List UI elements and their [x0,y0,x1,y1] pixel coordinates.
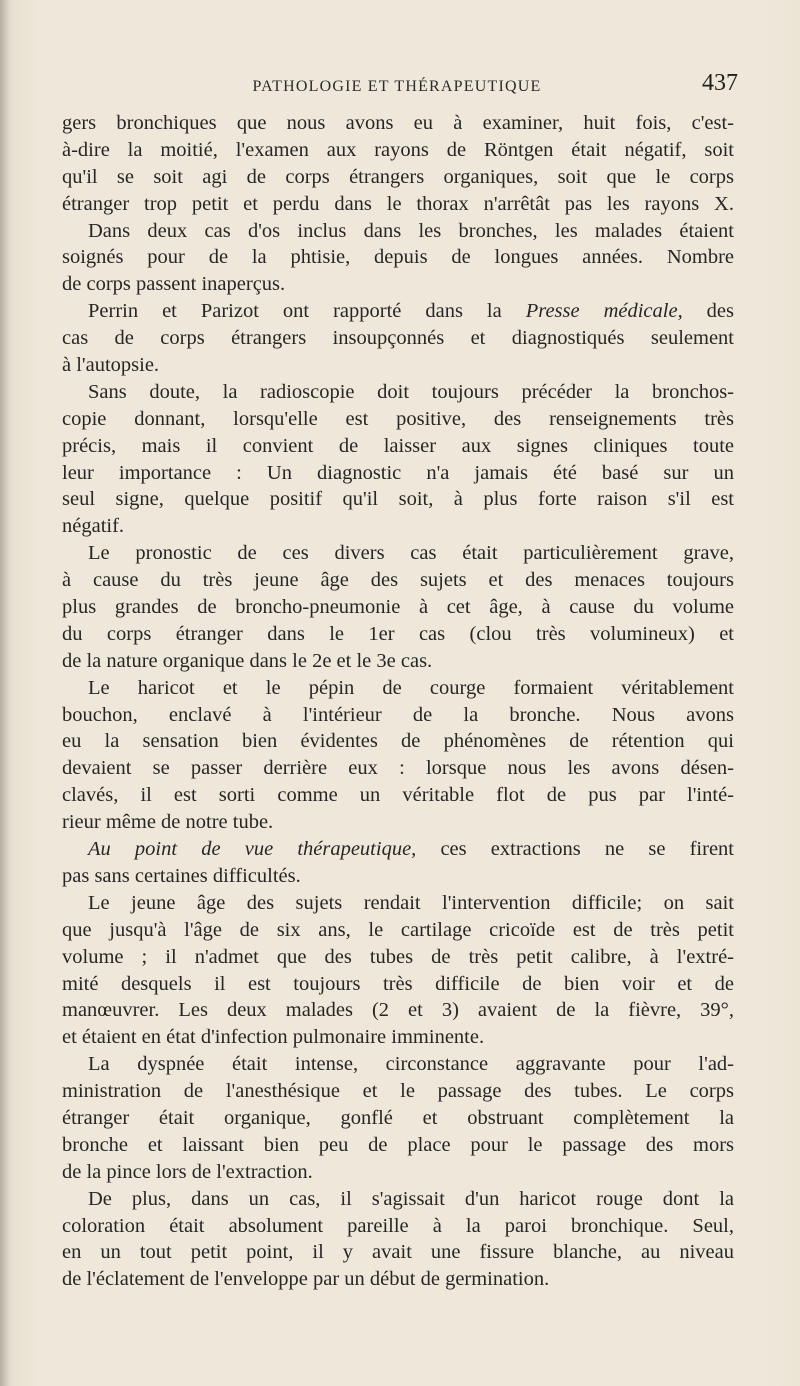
text-line: de corps passent inaperçus. [62,273,286,296]
text-line: en un tout petit point, il y avait une fissure blanche, au niveau [62,1241,734,1264]
text-segment: ces extractions ne se firent [416,838,734,861]
text-line: négatif. [62,515,125,538]
text-line: à cause du très jeune âge des sujets et des menaces toujours [62,569,734,592]
text-line: clavés, il est sorti comme un véritable flot de pus par l'inté- [62,784,734,807]
text-line: ministration de l'anesthésique et le passage des tubes. Le corps [62,1080,734,1103]
text-line: pas sans certaines difficultés. [62,864,301,887]
text-line: seul signe, quelque positif qu'il soit, à plus forte raison s'il est [62,488,734,511]
running-head [56,68,738,104]
text-line: La dyspnée était intense, circonstance aggravante pour l'ad- [88,1053,734,1076]
text-line: du corps étranger dans le 1er cas (clou très volumineux) et [62,622,734,645]
text-line: à l'autopsie. [62,354,160,377]
text-line: et étaient en état d'infection pulmonaire imminente. [62,1026,485,1049]
text-line-with-italic [62,298,734,325]
page-gutter-shadow [0,0,10,1386]
text-line: de la nature organique dans le 2e et le 3e cas. [62,649,433,672]
text-line: qu'il se soit agi de corps étrangers organiques, soit que le corps [62,165,734,188]
italic-heading: Au point de vue thérapeutique, [88,838,417,861]
text-line: que jusqu'à l'âge de six ans, le cartilage cricoïde est de très petit [62,918,734,941]
text-line: manœuvrer. Les deux malades (2 et 3) avaient de la fièvre, 39°, [62,999,734,1022]
text-line: étranger était organique, gonflé et obstruant complètement la [62,1106,734,1129]
text-line: à-dire la moitié, l'examen aux rayons de Röntgen était négatif, soit [62,138,734,161]
text-line: Sans doute, la radioscopie doit toujours précéder la bronchos- [88,380,734,403]
text-segment: des [682,300,735,323]
text-line: Le haricot et le pépin de courge formaient véritablement [88,676,734,699]
text-line: Le jeune âge des sujets rendait l'intervention difficile; on sait [88,891,734,914]
text-line: rieur même de notre tube. [62,811,274,834]
text-line: bronche et laissant bien peu de place pour le passage des mors [62,1133,734,1156]
running-title: PATHOLOGIE ET THÉRAPEUTIQUE [252,78,542,95]
italic-title: Presse médicale, [525,300,683,323]
text-line: cas de corps étrangers insoupçonnés et diagnostiqués seulement [62,327,734,350]
text-line: Le pronostic de ces divers cas était particulièrement grave, [88,542,734,565]
text-line: Dans deux cas d'os inclus dans les bronches, les malades étaient [88,219,734,242]
text-line: bouchon, enclavé à l'intérieur de la bronche. Nous avons [62,703,734,726]
text-line: gers bronchiques que nous avons eu à examiner, huit fois, c'est- [62,112,734,134]
text-line: étranger trop petit et perdu dans le thorax n'arrêtât pas les rayons X. [62,192,734,215]
text-line-with-italic [62,836,734,863]
text-line: volume ; il n'admet que des tubes de très petit calibre, à l'extré- [62,945,734,968]
text-line: plus grandes de broncho-pneumonie à cet âge, à cause du volume [62,596,734,619]
text-line: de la pince lors de l'extraction. [62,1160,313,1183]
text-line: copie donnant, lorsqu'elle est positive, des renseignements très [62,407,734,430]
text-line: De plus, dans un cas, il s'agissait d'un haricot rouge dont la [88,1187,734,1210]
text-line: de l'éclatement de l'enveloppe par un début de germination. [62,1268,550,1291]
text-line: soignés pour de la phtisie, depuis de longues années. Nombre [62,246,734,269]
text-line: devaient se passer derrière eux : lorsque nous les avons désen- [62,757,734,780]
text-line: précis, mais il convient de laisser aux signes cliniques toute [62,434,734,457]
text-line: eu la sensation bien évidentes de phénomènes de rétention qui [62,730,734,753]
text-segment: Perrin et Parizot ont rapporté dans la [88,300,502,323]
text-line: coloration était absolument pareille à la paroi bronchique. Seul, [62,1214,734,1237]
body-text [62,110,734,1293]
text-line: leur importance : Un diagnostic n'a jamais été basé sur un [62,461,734,484]
page-number: 437 [702,70,738,96]
text-line: mité desquels il est toujours très difficile de bien voir et de [62,972,734,995]
